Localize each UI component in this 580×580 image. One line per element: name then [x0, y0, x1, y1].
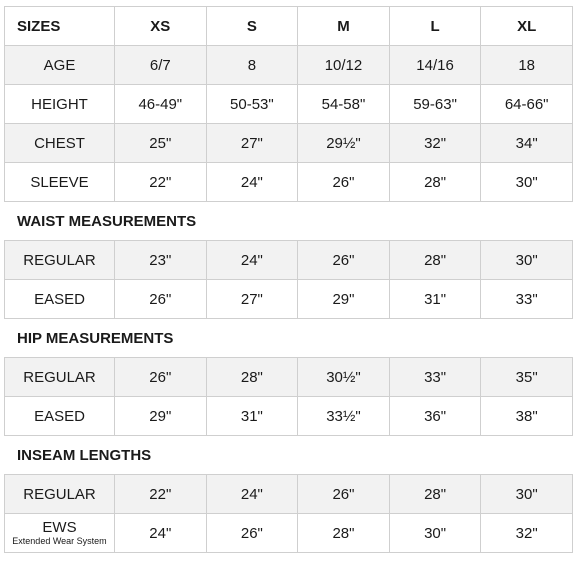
table-row-waist-eased	[5, 280, 573, 319]
section-title: HIP MEASUREMENTS	[5, 319, 573, 358]
table-cell: 25"	[115, 124, 207, 163]
table-row-sleeve	[5, 163, 573, 202]
table-cell: 28"	[298, 514, 390, 553]
size-chart-table	[4, 6, 573, 553]
table-cell: 31"	[206, 397, 298, 436]
table-cell: 29½"	[298, 124, 390, 163]
table-row-inseam-regular	[5, 475, 573, 514]
table-cell: 28"	[389, 475, 481, 514]
table-cell: 24"	[206, 163, 298, 202]
row-sublabel: Extended Wear System	[12, 536, 107, 546]
table-cell: 24"	[206, 241, 298, 280]
table-row-age	[5, 46, 573, 85]
table-cell: 30"	[481, 163, 573, 202]
header-row	[5, 7, 573, 46]
section-title: WAIST MEASUREMENTS	[5, 202, 573, 241]
table-cell: 33½"	[298, 397, 390, 436]
header-label: SIZES	[5, 7, 115, 46]
table-cell: 10/12	[298, 46, 390, 85]
table-cell: 36"	[389, 397, 481, 436]
size-header-xs: XS	[115, 7, 207, 46]
table-cell: 23"	[115, 241, 207, 280]
table-cell: 33"	[389, 358, 481, 397]
section-header-waist	[5, 202, 573, 241]
table-cell: 64-66"	[481, 85, 573, 124]
table-cell: 50-53"	[206, 85, 298, 124]
table-cell: 29"	[115, 397, 207, 436]
row-label: EASED	[5, 280, 115, 319]
section-header-hip	[5, 319, 573, 358]
table-cell: 31"	[389, 280, 481, 319]
row-label: CHEST	[5, 124, 115, 163]
table-row-height	[5, 85, 573, 124]
table-row-hip-regular	[5, 358, 573, 397]
table-cell: 24"	[115, 514, 207, 553]
table-cell: 28"	[389, 163, 481, 202]
table-cell: 8	[206, 46, 298, 85]
table-cell: 30"	[389, 514, 481, 553]
table-cell: 26"	[298, 475, 390, 514]
table-row-hip-eased	[5, 397, 573, 436]
row-label: EWS	[42, 519, 77, 536]
table-cell: 35"	[481, 358, 573, 397]
table-cell: 46-49"	[115, 85, 207, 124]
table-cell: 30"	[481, 475, 573, 514]
table-cell: 32"	[481, 514, 573, 553]
table-cell: 26"	[115, 280, 207, 319]
table-cell: 28"	[389, 241, 481, 280]
table-cell: 26"	[206, 514, 298, 553]
table-cell: 33"	[481, 280, 573, 319]
table-cell: 59-63"	[389, 85, 481, 124]
table-cell: 38"	[481, 397, 573, 436]
row-label: SLEEVE	[5, 163, 115, 202]
size-header-l: L	[389, 7, 481, 46]
table-cell: 14/16	[389, 46, 481, 85]
table-cell: 18	[481, 46, 573, 85]
table-row-waist-regular	[5, 241, 573, 280]
table-cell: 29"	[298, 280, 390, 319]
table-cell: 26"	[298, 241, 390, 280]
table-cell: 30½"	[298, 358, 390, 397]
row-label: EASED	[5, 397, 115, 436]
table-cell: 32"	[389, 124, 481, 163]
row-label: AGE	[5, 46, 115, 85]
table-row-inseam-ews	[5, 514, 573, 553]
row-label: REGULAR	[5, 358, 115, 397]
row-label: HEIGHT	[5, 85, 115, 124]
table-cell: 30"	[481, 241, 573, 280]
row-label: REGULAR	[5, 475, 115, 514]
table-cell: 34"	[481, 124, 573, 163]
row-label: REGULAR	[5, 241, 115, 280]
size-header-xl: XL	[481, 7, 573, 46]
table-cell: 22"	[115, 163, 207, 202]
table-cell: 24"	[206, 475, 298, 514]
size-header-m: M	[298, 7, 390, 46]
size-header-s: S	[206, 7, 298, 46]
table-cell: 54-58"	[298, 85, 390, 124]
table-cell: 27"	[206, 124, 298, 163]
section-header-inseam	[5, 436, 573, 475]
section-title: INSEAM LENGTHS	[5, 436, 573, 475]
table-cell: 26"	[298, 163, 390, 202]
table-cell: 28"	[206, 358, 298, 397]
table-row-chest	[5, 124, 573, 163]
row-label-ews	[5, 514, 115, 553]
table-cell: 27"	[206, 280, 298, 319]
table-cell: 26"	[115, 358, 207, 397]
table-cell: 22"	[115, 475, 207, 514]
table-cell: 6/7	[115, 46, 207, 85]
